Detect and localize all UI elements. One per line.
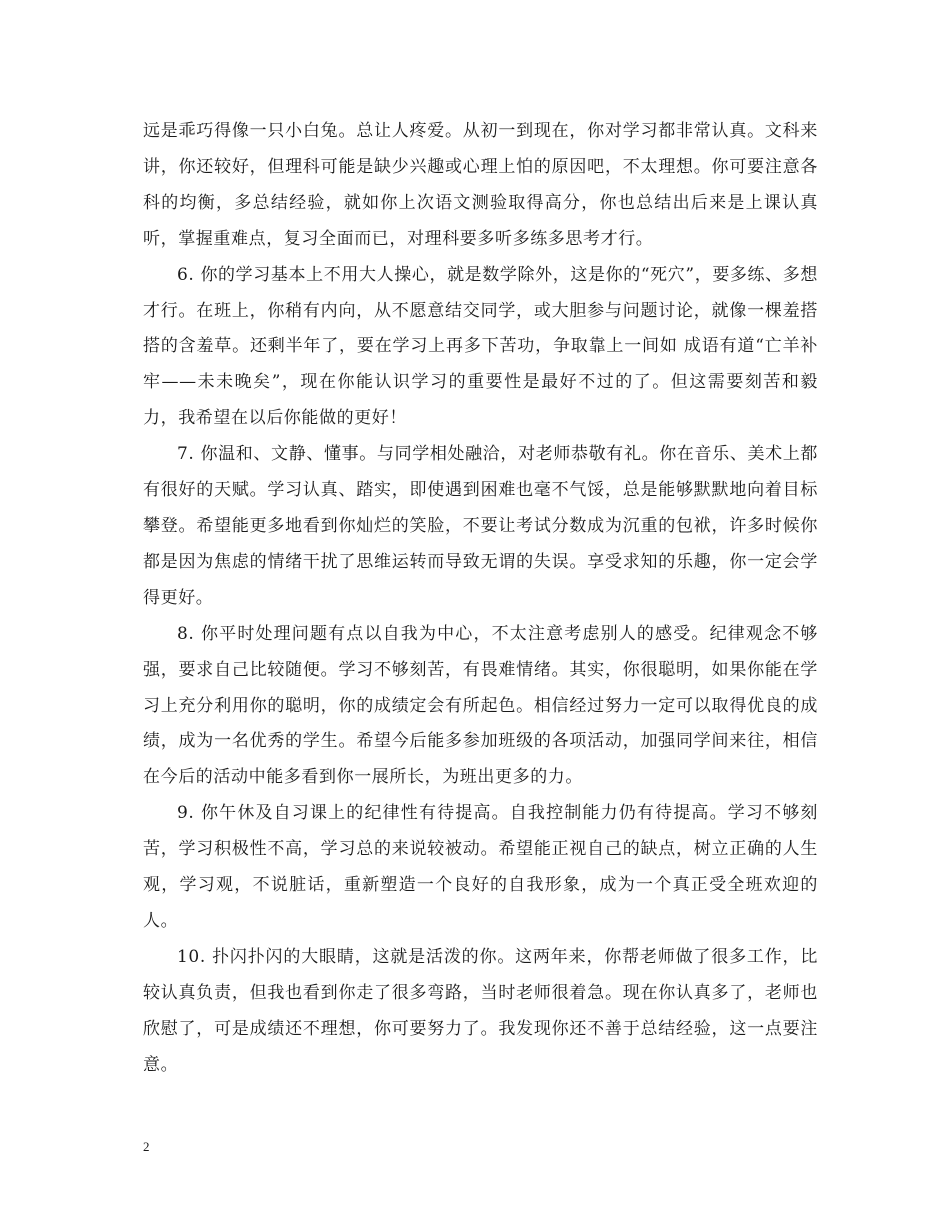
paragraph-item-7: 7. 你温和、文静、懂事。与同学相处融洽，对老师恭敬有礼。你在音乐、美术上都有很好的天赋。学习认真、踏实，即使遇到困难也毫不气馁，总是能够默默地向着目标攀登。希望能更多地看到你灿烂的笑脸，不要让考试分数成为沉重的包袱，许多时候你都是因为焦虑的情绪干扰了思维运转而导致无谓的失误。享受求知的乐趣，你一定会学得更好。 — [143, 444, 818, 608]
paragraph-item-8: 8. 你平时处理问题有点以自我为中心，不太注意考虑别人的感受。纪律观念不够强，要求自己比较随便。学习不够刻苦，有畏难情绪。其实，你很聪明，如果你能在学习上充分利用你的聪明，你的成绩定会有所起色。相信经过努力一定可以取得优良的成绩，成为一名优秀的学生。希望今后能多参加班级的各项活动，加强同学间来往，相信在今后的活动中能多看到你一展所长，为班出更多的力。 — [143, 623, 818, 788]
paragraph-item-9: 9. 你午休及自习课上的纪律性有待提高。自我控制能力仍有待提高。学习不够刻苦，学习积极性不高，学习总的来说较被动。希望能正视自己的缺点，树立正确的人生观，学习观，不说脏话，重新塑造一个良好的自我形象，成为一个真正受全班欢迎的人。 — [143, 803, 818, 931]
document-body — [143, 114, 818, 1083]
paragraph-continuation: 远是乖巧得像一只小白兔。总让人疼爱。从初一到现在，你对学习都非常认真。文科来讲，你还较好，但理科可能是缺少兴趣或心理上怕的原因吧，不太理想。你可要注意各科的均衡，多总结经验，就如你上次语文测验取得高分，你也总结出后来是上课认真听，掌握重难点，复习全面而已，对理科要多听多练多思考才行。 — [143, 121, 818, 249]
page-number: 2 — [143, 1139, 150, 1154]
paragraph-item-6: 6. 你的学习基本上不用大人操心，就是数学除外，这是你的“死穴”，要多练、多想才行。在班上，你稍有内向，从不愿意结交同学，或大胆参与问题讨论，就像一棵羞搭搭的含羞草。还剩半年了，要在学习上再多下苦功，争取靠上一间如 成语有道“亡羊补牢——未未晚矣”，现在你能认识学习的重要性是最好不过的了。但这需要刻苦和毅力，我希望在以后你能做的更好！ — [143, 264, 818, 429]
paragraph-item-10: 10. 扑闪扑闪的大眼睛，这就是活泼的你。这两年来，你帮老师做了很多工作，比较认真负责，但我也看到你走了很多弯路，当时老师很着急。现在你认真多了，老师也欣慰了，可是成绩还不理想，你可要努力了。我发现你还不善于总结经验，这一点要注意。 — [143, 946, 818, 1075]
